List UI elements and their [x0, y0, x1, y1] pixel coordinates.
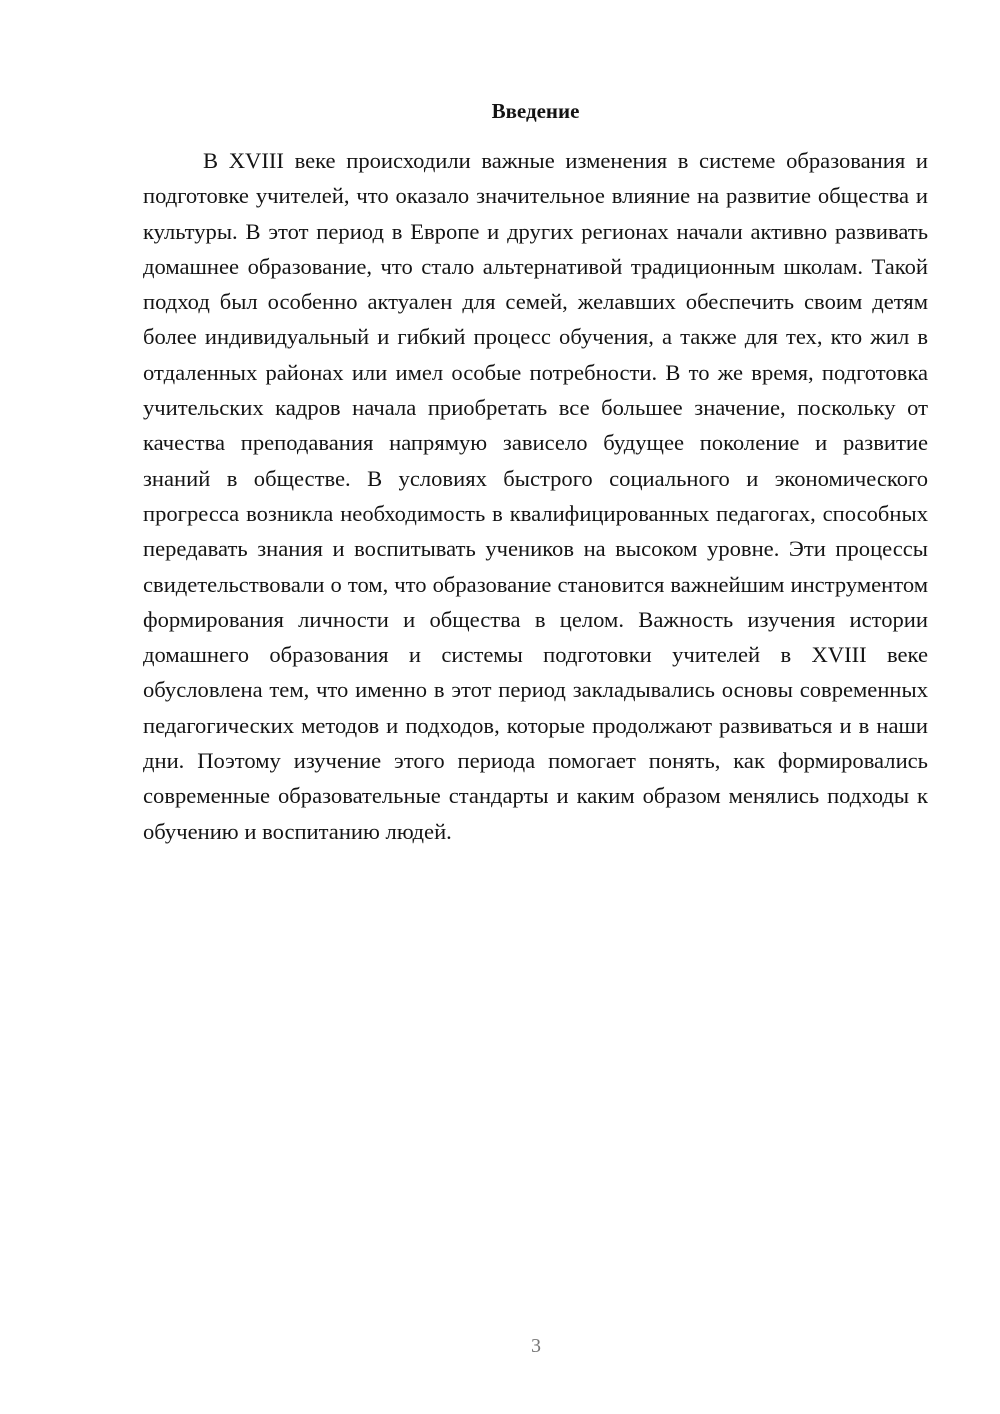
- body-paragraph: В XVIII веке происходили важные изменения в системе образования и подготовке учителей, что оказало значительное влияние на развитие общества и культуры. В этот период в Европе и других регионах начали активно развивать домашнее образование, что стало альтернативой традиционным школам. Такой подход был особенно актуален для семей, желавших обеспечить своим детям более индивидуальный и гибкий процесс обучения, а также для тех, кто жил в отдаленных районах или имел особые потребности. В то же время, подготовка учительских кадров начала приобретать все большее значение, поскольку от качества преподавания напрямую зависело будущее поколение и развитие знаний в обществе. В условиях быстрого социального и экономического прогресса возникла необходимость в квалифицированных педагогах, способных передавать знания и воспитывать учеников на высоком уровне. Эти процессы свидетельствовали о том, что образование становится важнейшим инструментом формирования личности и общества в целом. Важность изучения истории домашнего образования и системы подготовки учителей в XVIII веке обусловлена тем, что именно в этот период закладывались основы современных педагогических методов и подходов, которые продолжают развиваться и в наши дни. Поэтому изучение этого периода помогает понять, как формировались современные образовательные стандарты и каким образом менялись подходы к обучению и воспитанию людей.: [143, 148, 928, 844]
- page-number: 3: [531, 1335, 541, 1357]
- section-heading: Введение: [491, 99, 580, 123]
